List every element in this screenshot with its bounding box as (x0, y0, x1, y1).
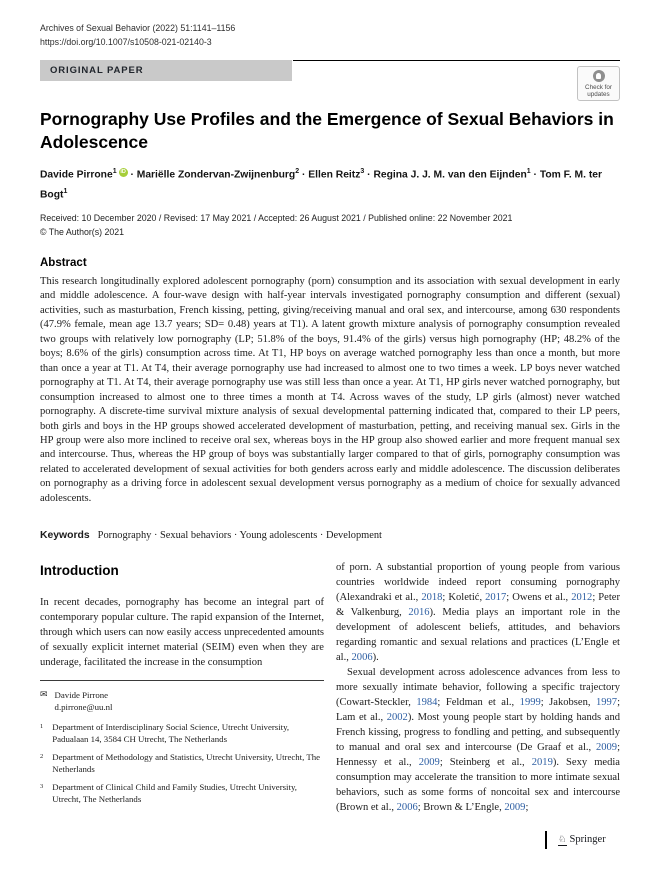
text-segment: ). Sexy media consumption may accelerate the transition to more intimate sexual behaviors, such as some forms of noncoital sex and intercourse (Brown et al., (336, 757, 620, 813)
affiliation-item (40, 752, 324, 775)
text-segment: ). Most young people start by holding hands and French kissing, progress to fondling and petting, and subsequently to manual and oral sex and intercourse (De Graaf et al., (336, 712, 620, 753)
orcid-icon[interactable]: iD (120, 169, 126, 176)
citation-year-link[interactable]: 2006 (351, 652, 373, 663)
badge-text-line2: updates (587, 91, 610, 98)
keywords-values: Pornography · Sexual behaviors · Young adolescents · Development (97, 530, 382, 541)
citation-year-link[interactable]: 2016 (408, 607, 430, 618)
text-segment: ; Feldman et al., (437, 697, 520, 708)
citation-year-link[interactable]: 2009 (595, 742, 618, 753)
author-affiliation-number: 1 (63, 187, 68, 195)
crossmark-icon (593, 70, 605, 82)
publisher-name: Springer (569, 834, 606, 845)
text-segment: ). Media plays an important role in the development of adolescent beliefs, attitudes, and behaviors regarding romantic and sexual relations and practices (L’Engle et al., (336, 607, 620, 663)
author-separator: · (127, 169, 137, 181)
text-segment: Sexual development across adolescence advances from less to more sexually intimate behavior, following a specific trajectory (Cowart-Steckler, (336, 667, 620, 708)
journal-header (40, 22, 235, 49)
text-segment: ; Lam et al., (336, 697, 620, 723)
correspondence-block (40, 690, 324, 713)
author-name: Davide Pirrone (40, 169, 113, 181)
text-segment: ; Owens et al., (506, 592, 572, 603)
affiliation-number: 2 (40, 753, 44, 760)
dates-block (40, 212, 512, 239)
text-segment: ; Hennessy et al., (336, 742, 620, 768)
text-segment: ). (372, 652, 379, 663)
affiliation-number: 3 (40, 783, 44, 790)
citation-year-link[interactable]: 2006 (396, 802, 418, 813)
keywords-line (40, 530, 620, 541)
author-affiliation-number: 1 (526, 168, 531, 175)
citation-year-link[interactable]: 2017 (485, 592, 507, 603)
author-separator: · (364, 169, 374, 181)
author-name: Ellen Reitz (308, 169, 361, 181)
citation-year-link[interactable]: 2019 (531, 757, 553, 768)
footnote-rule (40, 680, 324, 681)
affiliation-text: Department of Methodology and Statistics, Utrecht University, Utrecht, The Netherlands (52, 752, 321, 774)
publisher-logo (558, 834, 606, 845)
text-segment: ; (525, 802, 529, 813)
text-segment: ; Brown & L’Engle, (417, 802, 505, 813)
two-column-body (40, 560, 620, 815)
correspondence-email[interactable]: d.pirrone@uu.nl (54, 701, 113, 712)
abstract-text: This research longitudinally explored adolescent pornography (porn) consumption and its association with sexual development in early and middle adolescence. A four-wave design with half-year intervals investigated pornography consumption and different (sexual) activities, such as masturbation, French kissing, petting, giving/receiving manual and oral sex, and intercourse, among 630 respondents (47.9% female, mean age 13.7 years; SD= 0.48) years at T1). A latent growth mixture analysis of pornography consumption revealed two groups with relatively low pornography (LP; 51.8% of the boys, 91.4% of the girls) versus high pornography (HP; 48.2% of the boys; 8.6% of the girls) consumption across time. At T1, HP boys on average watched pornography less than once a month, but more than once a year at T1. At T4, their average pornography use had increased to almost one to two times a week. LP boys never watched pornography at T1. At T4, their average pornography use was still less than once a year. At T1, HP girls never watched pornography, but consumption increased to almost one to three times a month at T4. Across waves of the study, LP girls (almost) never watched pornography. A discrete-time survival mixture analysis of sexual developmental patterning indicated that, compared to their LP peers, both girls and boys in the HP groups showed accelerated development of masturbation, petting, and receiving manual sex. Girls in the HP group were also more inclined to receive oral sex, whereas boys in the HP group also showed earlier and more frequent manual sex and intercourse. Thus, whereas the HP group of boys was substantially larger compared to that of girls, pornography consumption was related to accelerated development of sexual activities for both genders across early and middle adolescence. The discussion deliberates on pornography as a driving force in adolescent sexual development versus pornography as a medium of choice for sexually advanced adolescents. (40, 276, 620, 504)
received-revised-accepted: Received: 10 December 2020 / Revised: 17 May 2021 / Accepted: 26 August 2021 / Published online: 22 November 2021 (40, 213, 513, 223)
citation-year-link[interactable]: 2018 (421, 592, 443, 603)
author-separator: · (299, 169, 309, 181)
intro-paragraph-right-2 (336, 665, 620, 815)
page-title: Pornography Use Profiles and the Emergence of Sexual Behaviors in Adolescence (40, 109, 614, 152)
correspondence-name: Davide Pirrone (54, 690, 109, 700)
affiliation-item (40, 722, 324, 745)
text-segment: of porn. A substantial proportion of young people from various countries worldwide indeed report consuming pornography (Alexandraki et al., (336, 562, 620, 603)
affiliation-list (40, 722, 324, 805)
footer-divider (545, 831, 547, 849)
citation-year-link[interactable]: 1999 (519, 697, 541, 708)
text-segment: ; Jakobsen, (540, 697, 596, 708)
doi-link[interactable]: https://doi.org/10.1007/s10508-021-02140-3 (40, 36, 212, 47)
correspondence-contact (55, 690, 113, 713)
author-name: Tom F. M. ter Bogt (40, 169, 603, 201)
article-type-banner: ORIGINAL PAPER (40, 60, 292, 81)
springer-horse-icon: ♘ (558, 834, 567, 845)
keywords-label: Keywords (40, 530, 90, 541)
text-segment: ; Koletić, (442, 592, 486, 603)
author-affiliation-number: 3 (360, 168, 365, 175)
author-affiliation-number: 2 (295, 168, 300, 175)
author-name: Regina J. J. M. van den Eijnden (373, 169, 527, 181)
left-column (40, 560, 324, 815)
author-affiliation-number: 1 (112, 168, 117, 175)
intro-paragraph-right-1 (336, 560, 620, 665)
affiliation-number: 1 (40, 723, 44, 730)
introduction-heading: Introduction (40, 563, 119, 578)
citation-year-link[interactable]: 1984 (416, 697, 438, 708)
check-for-updates-button[interactable] (577, 66, 620, 101)
journal-reference: Archives of Sexual Behavior (2022) 51:1141–1156 (40, 23, 236, 33)
badge-text-line1: Check for (585, 84, 612, 91)
author-list (40, 164, 620, 204)
article-type-row (40, 60, 620, 81)
footnote-block (40, 680, 324, 812)
author-separator: · (530, 169, 540, 181)
abstract-heading: Abstract (40, 257, 87, 269)
header-rule (293, 60, 620, 61)
citation-year-link[interactable]: 2012 (571, 592, 593, 603)
citation-year-link[interactable]: 2009 (504, 802, 526, 813)
text-segment: ; Peter & Valkenburg, (336, 592, 620, 618)
right-column (336, 560, 620, 815)
citation-year-link[interactable]: 2002 (386, 712, 408, 723)
affiliation-text: Department of Interdisciplinary Social Science, Utrecht University, Padualaan 14, 3584 CH Utrecht, The Netherlands (52, 722, 290, 744)
text-segment: ; Steinberg et al., (439, 757, 532, 768)
intro-paragraph-left: In recent decades, pornography has become an integral part of contemporary popular culture. The rapid expansion of the Internet, through which users can now easily access unprecedented amounts of sexually explicit internet material (SEIM) even when they are underage, facilitated the increase in the consumption (40, 597, 324, 668)
copyright-line: © The Author(s) 2021 (40, 226, 125, 237)
envelope-icon: ✉ (40, 690, 48, 700)
citation-year-link[interactable]: 1997 (595, 697, 618, 708)
affiliation-text: Department of Clinical Child and Family Studies, Utrecht University, Utrecht, The Netherlands (52, 782, 297, 804)
citation-year-link[interactable]: 2009 (418, 757, 440, 768)
author-name: Mariëlle Zondervan-Zwijnenburg (136, 169, 296, 181)
affiliation-item (40, 782, 324, 805)
